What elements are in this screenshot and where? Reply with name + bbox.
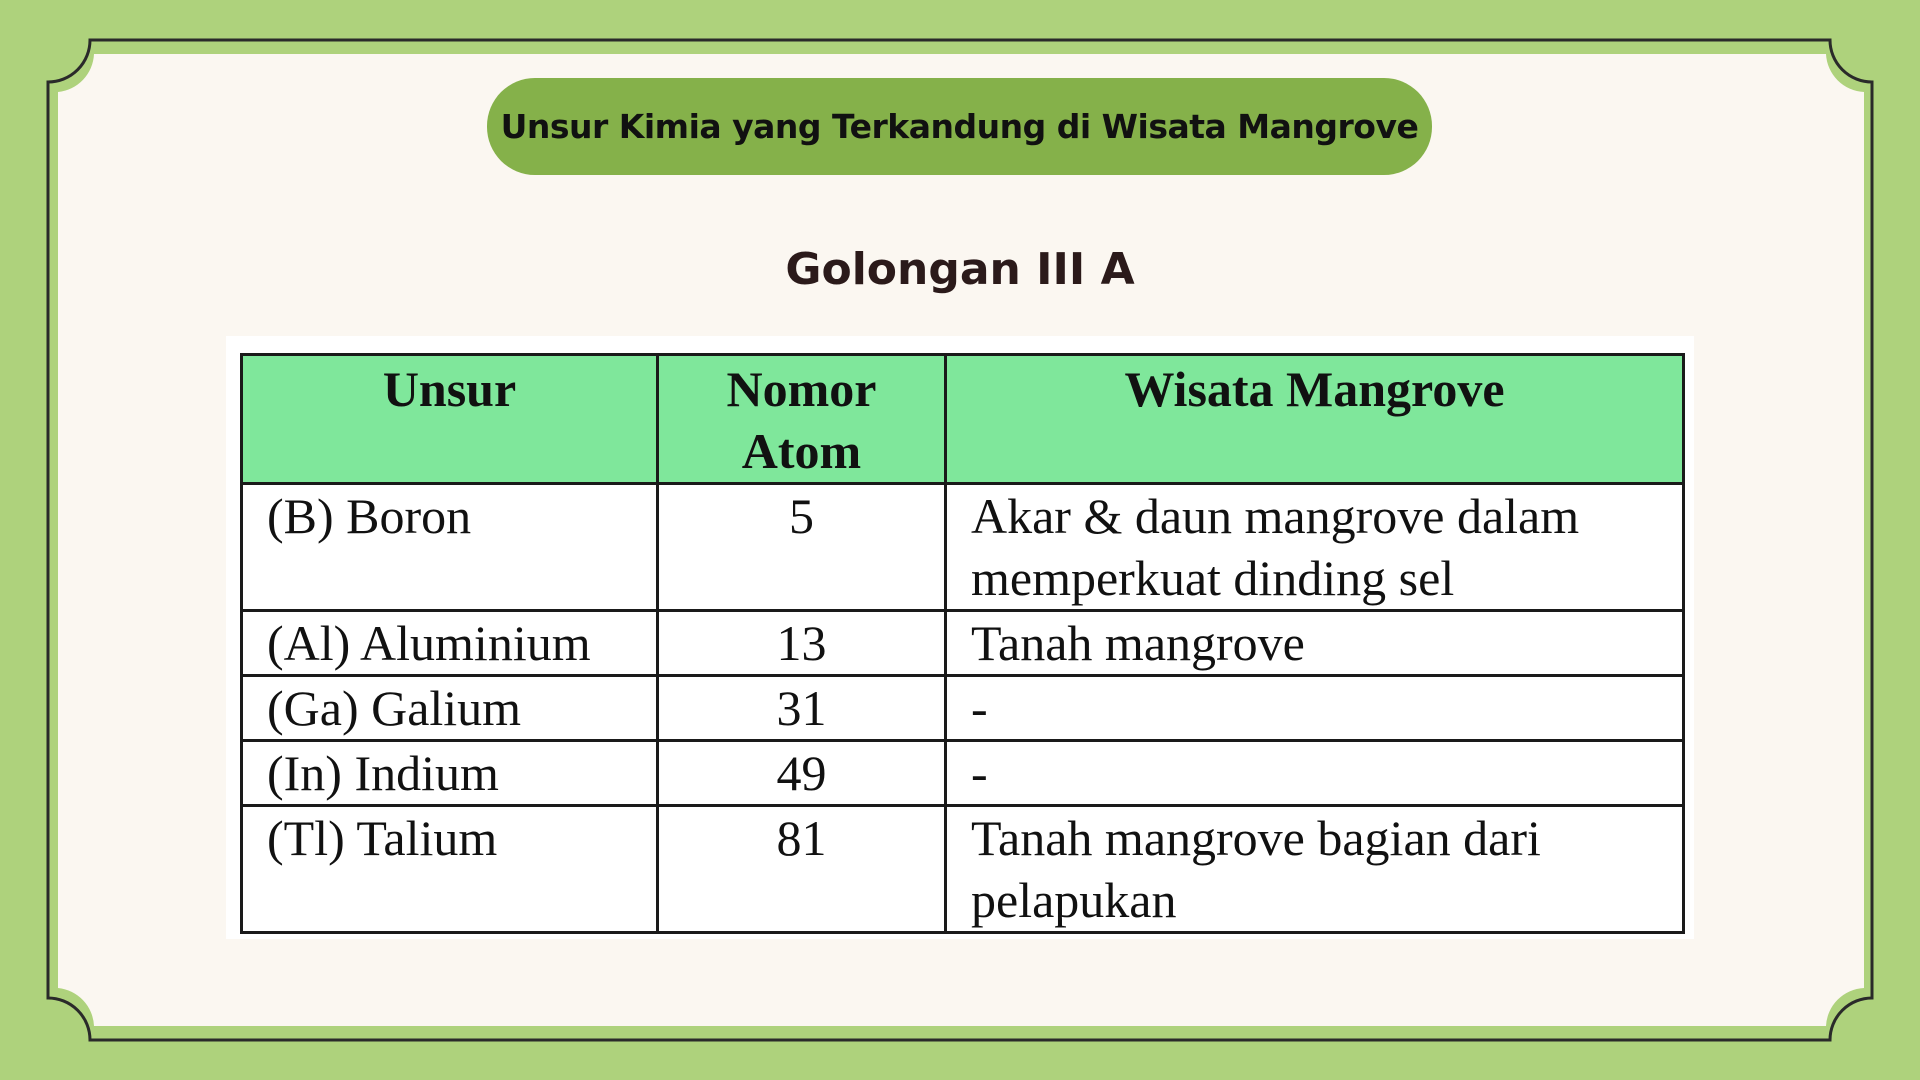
title-banner <box>487 78 1432 175</box>
cell-element: (B) Boron <box>242 484 658 611</box>
cell-atomic-number: 13 <box>658 611 946 676</box>
cell-element: (Al) Aluminium <box>242 611 658 676</box>
elements-table <box>240 353 1685 934</box>
page-title: Unsur Kimia yang Terkandung di Wisata Mangrove <box>500 107 1419 146</box>
table-header-row <box>242 355 1684 484</box>
cell-location: Tanah mangrove bagian dari pelapukan <box>946 806 1684 933</box>
cell-atomic-number: 49 <box>658 741 946 806</box>
table-panel <box>226 336 1694 939</box>
header-atomic-number-line2: Atom <box>741 423 862 479</box>
cell-element: (Tl) Talium <box>242 806 658 933</box>
header-atomic-number <box>658 355 946 484</box>
cell-atomic-number: 5 <box>658 484 946 611</box>
cell-element: (Ga) Galium <box>242 676 658 741</box>
table-row <box>242 741 1684 806</box>
table-row <box>242 484 1684 611</box>
cell-atomic-number: 31 <box>658 676 946 741</box>
cell-location: - <box>946 741 1684 806</box>
cell-atomic-number: 81 <box>658 806 946 933</box>
section-subtitle: Golongan III A <box>785 244 1135 295</box>
table-row <box>242 806 1684 933</box>
table-row <box>242 611 1684 676</box>
table-row <box>242 676 1684 741</box>
header-atomic-number-line1: Nomor <box>726 361 877 417</box>
cell-location: Akar & daun mangrove dalam memperkuat dinding sel <box>946 484 1684 611</box>
cell-location: - <box>946 676 1684 741</box>
header-location: Wisata Mangrove <box>946 355 1684 484</box>
cell-element: (In) Indium <box>242 741 658 806</box>
header-element: Unsur <box>242 355 658 484</box>
cell-location: Tanah mangrove <box>946 611 1684 676</box>
